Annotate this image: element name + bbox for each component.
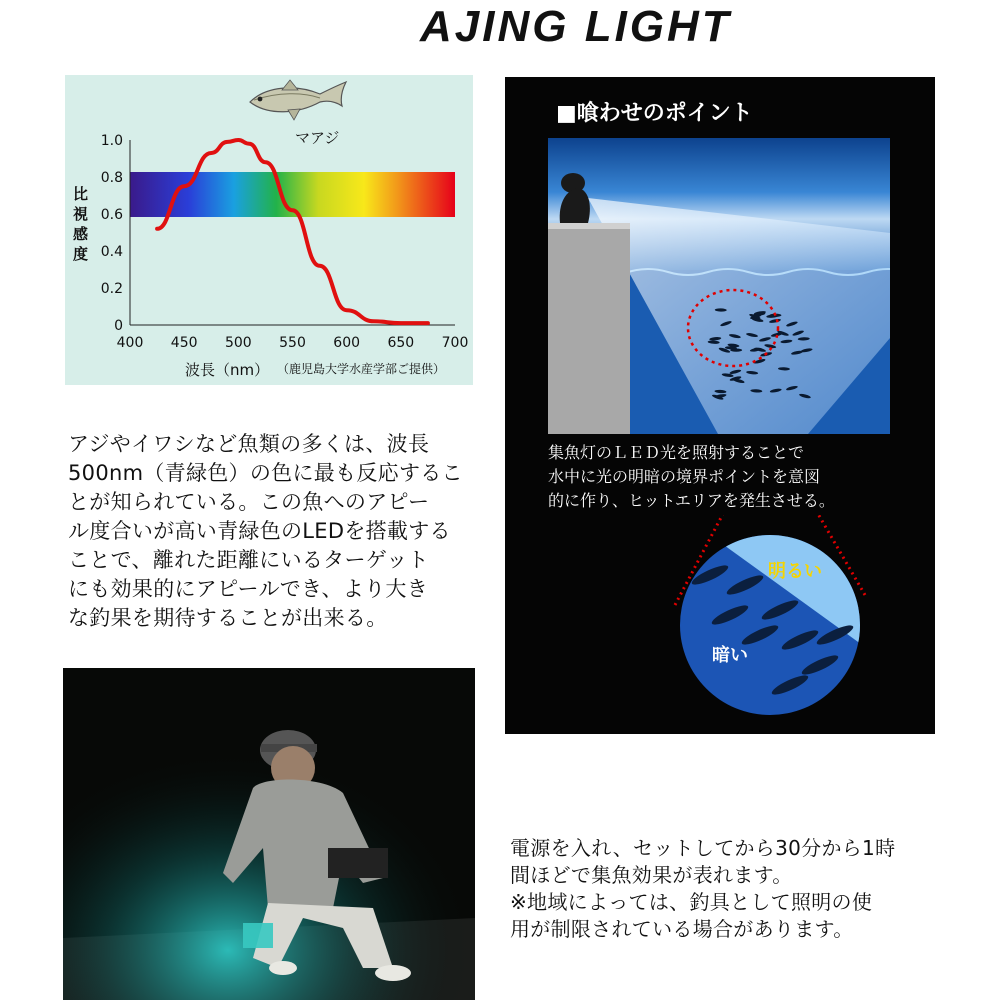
fish-label: マアジ xyxy=(295,129,340,147)
x-tick-label: 700 xyxy=(441,335,469,351)
fish-icon xyxy=(250,80,346,120)
y-tick-label: 0.6 xyxy=(100,207,123,223)
text-line: ※地域によっては、釣具として照明の使 xyxy=(510,890,873,914)
y-tick-label: 0 xyxy=(114,318,123,334)
page-title: AJING LIGHT xyxy=(420,2,732,51)
usage-note xyxy=(510,835,950,943)
night-fishing-photo xyxy=(63,668,475,1000)
fish-color-description xyxy=(68,430,478,633)
feeding-point-title: ■喰わせのポイント xyxy=(556,101,753,126)
pier-top xyxy=(548,223,630,229)
x-tick-label: 650 xyxy=(387,335,415,351)
bright-label: 明るい xyxy=(768,561,822,582)
text-line: な釣果を期待することが出来る。 xyxy=(68,606,388,630)
y-axis-label-3: 感 xyxy=(73,225,89,243)
y-tick-label: 1.0 xyxy=(100,133,123,149)
feeding-point-caption xyxy=(548,441,933,513)
y-tick-label: 0.4 xyxy=(100,244,123,260)
x-tick-label: 500 xyxy=(224,335,252,351)
x-tick-label: 450 xyxy=(170,335,198,351)
text-line: アジやイワシなど魚類の多くは、波長 xyxy=(68,432,430,456)
y-axis-label-2: 視 xyxy=(73,205,89,223)
y-axis-label-1: 比 xyxy=(73,185,89,203)
text-line: 500nm（青緑色）の色に最も反応するこ xyxy=(68,461,463,485)
photo-illustration xyxy=(63,668,475,1000)
caption-line: 水中に光の明暗の境界ポイントを意図 xyxy=(548,467,821,486)
sensitivity-curve xyxy=(157,140,428,323)
zoom-detail xyxy=(650,515,890,715)
x-tick-label: 550 xyxy=(279,335,306,351)
dark-label: 暗い xyxy=(712,645,748,666)
y-axis-label-4: 度 xyxy=(73,245,89,263)
x-tick-label: 600 xyxy=(333,335,361,351)
credit-text: （鹿児島大学水産学部ご提供） xyxy=(277,362,446,376)
text-line: 用が制限されている場合があります。 xyxy=(510,917,854,941)
caption-line: 集魚灯のＬＥＤ光を照射することで xyxy=(548,443,805,462)
spectral-sensitivity-chart xyxy=(65,75,473,385)
chart-svg xyxy=(65,75,473,385)
pier-wall xyxy=(548,223,630,434)
y-ticks xyxy=(101,133,123,334)
x-tick-label: 400 xyxy=(116,335,144,351)
light-scene-illustration xyxy=(548,138,890,434)
x-axis-label: 波長（nm） xyxy=(185,361,270,379)
x-ticks xyxy=(117,335,469,351)
text-line: とが知られている。この魚へのアピー xyxy=(68,490,430,514)
text-line: 電源を入れ、セットしてから30分から1時 xyxy=(510,836,896,860)
text-line: ル度合いが高い青緑色のLEDを搭載する xyxy=(68,519,451,543)
y-tick-label: 0.2 xyxy=(100,281,123,297)
y-tick-label: 0.8 xyxy=(100,170,123,186)
text-line: ことで、離れた距離にいるターゲット xyxy=(68,548,429,572)
text-line: にも効果的にアピールでき、より大き xyxy=(68,577,428,601)
caption-line: 的に作り、ヒットエリアを発生させる。 xyxy=(548,491,835,510)
text-line: 間ほどで集魚効果が表れます。 xyxy=(510,863,793,887)
